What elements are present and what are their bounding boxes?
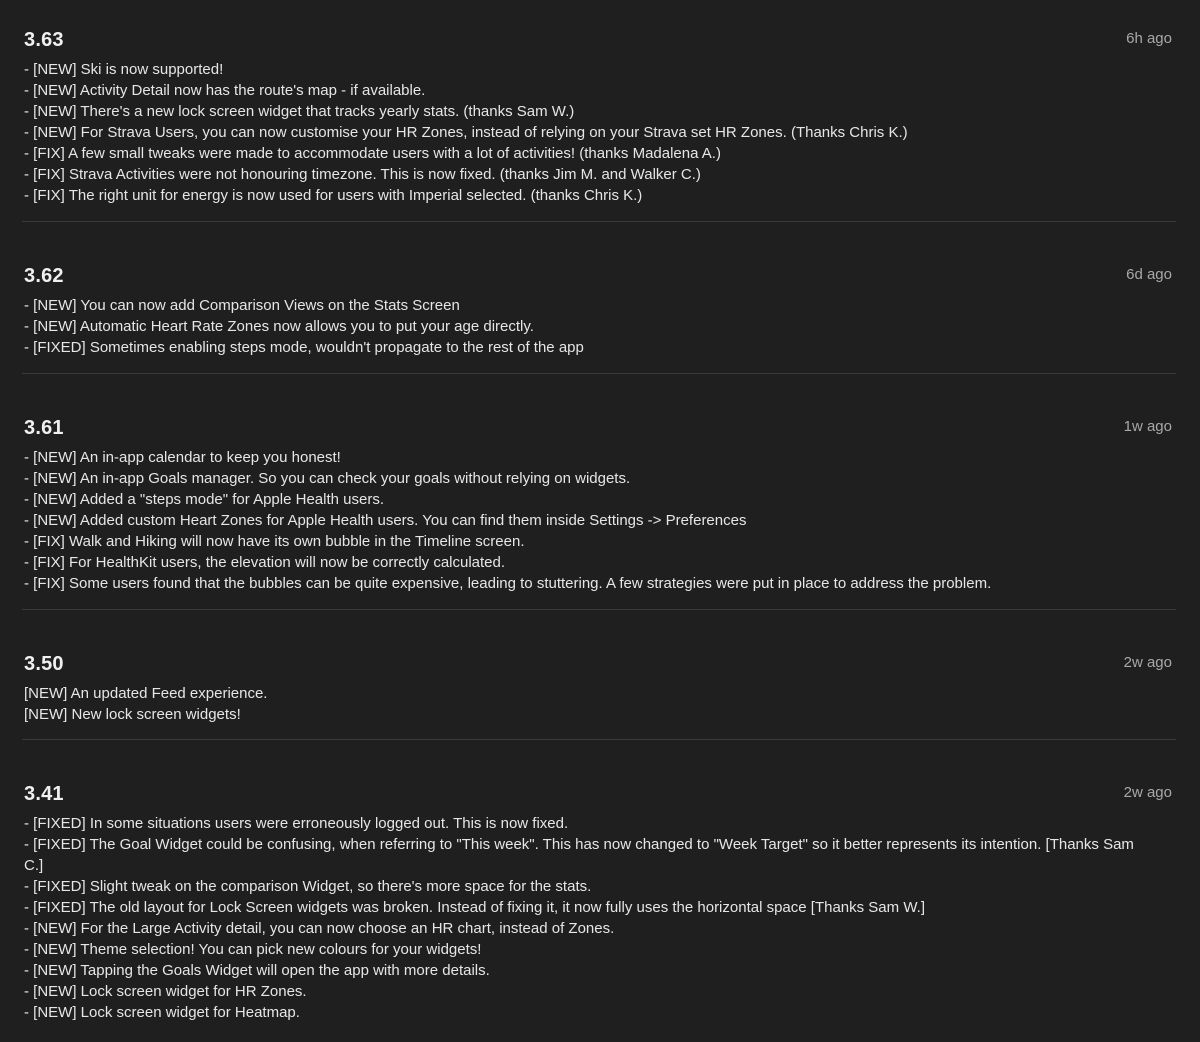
release-notes-list — [24, 59, 1176, 206]
release-note: [NEW] An updated Feed experience. — [24, 685, 268, 702]
release-notes-list — [24, 813, 1176, 1023]
release-header — [22, 416, 1176, 440]
release-notes-list — [24, 683, 1176, 725]
release-notes-feed — [22, 0, 1176, 1023]
release-time-ago: 6d ago — [1126, 266, 1172, 283]
release-time-ago: 2w ago — [1123, 784, 1172, 801]
release-note: - [FIXED] The old layout for Lock Screen widgets was broken. Instead of fixing it, it now fully uses the horizontal space [Thanks Sam W.] — [24, 899, 925, 916]
release-note: - [FIX] Walk and Hiking will now have its own bubble in the Timeline screen. — [24, 533, 525, 550]
release-note: - [FIXED] In some situations users were erroneously logged out. This is now fixed. — [24, 815, 569, 832]
release-note: - [FIX] Some users found that the bubbles can be quite expensive, leading to stuttering. A few strategies were put in place to address the problem. — [24, 575, 992, 592]
release-note: - [NEW] Ski is now supported! — [24, 61, 224, 78]
release-entry — [22, 610, 1176, 740]
release-entry — [22, 222, 1176, 374]
release-time-ago: 6h ago — [1126, 30, 1172, 47]
release-note: - [FIX] For HealthKit users, the elevation will now be correctly calculated. — [24, 554, 506, 571]
release-note: - [NEW] Tapping the Goals Widget will open the app with more details. — [24, 962, 490, 979]
release-note: - [NEW] Added a "steps mode" for Apple Health users. — [24, 491, 384, 508]
release-notes-list — [24, 295, 1176, 358]
release-note: - [NEW] Activity Detail now has the route's map - if available. — [24, 82, 426, 99]
release-note: [NEW] New lock screen widgets! — [24, 706, 241, 723]
release-version: 3.41 — [24, 783, 64, 805]
release-note: - [NEW] An in-app Goals manager. So you can check your goals without relying on widgets. — [24, 470, 631, 487]
release-note: - [NEW] Lock screen widget for HR Zones. — [24, 983, 307, 1000]
release-note: - [NEW] Lock screen widget for Heatmap. — [24, 1004, 300, 1021]
release-version: 3.62 — [24, 265, 64, 287]
release-note: - [FIXED] The Goal Widget could be confusing, when referring to "This week". This has now changed to "Week Target" so it better represents its intention. [Thanks Sam C.] — [24, 836, 1134, 874]
release-version: 3.61 — [24, 417, 64, 439]
release-entry — [22, 740, 1176, 1023]
release-note: - [FIXED] Sometimes enabling steps mode, wouldn't propagate to the rest of the app — [24, 339, 584, 356]
release-time-ago: 2w ago — [1123, 654, 1172, 671]
release-version: 3.50 — [24, 653, 64, 675]
release-note: - [NEW] For Strava Users, you can now customise your HR Zones, instead of relying on your Strava set HR Zones. (Thanks Chris K.) — [24, 124, 908, 141]
release-header — [22, 652, 1176, 676]
release-entry — [22, 374, 1176, 610]
release-header — [22, 264, 1176, 288]
release-note: - [NEW] An in-app calendar to keep you honest! — [24, 449, 341, 466]
release-note: - [NEW] Theme selection! You can pick new colours for your widgets! — [24, 941, 482, 958]
release-note: - [NEW] Added custom Heart Zones for Apple Health users. You can find them inside Settings -> Preferences — [24, 512, 747, 529]
release-header — [22, 28, 1176, 52]
release-entry — [22, 0, 1176, 222]
release-note: - [NEW] You can now add Comparison Views on the Stats Screen — [24, 297, 460, 314]
release-notes-list — [24, 447, 1176, 594]
release-note: - [FIX] The right unit for energy is now used for users with Imperial selected. (thanks Chris K.) — [24, 187, 643, 204]
release-time-ago: 1w ago — [1123, 418, 1172, 435]
release-note: - [NEW] There's a new lock screen widget that tracks yearly stats. (thanks Sam W.) — [24, 103, 575, 120]
release-version: 3.63 — [24, 29, 64, 51]
release-note: - [NEW] For the Large Activity detail, you can now choose an HR chart, instead of Zones. — [24, 920, 615, 937]
release-note: - [NEW] Automatic Heart Rate Zones now allows you to put your age directly. — [24, 318, 534, 335]
release-header — [22, 782, 1176, 806]
release-note: - [FIXED] Slight tweak on the comparison Widget, so there's more space for the stats. — [24, 878, 592, 895]
release-note: - [FIX] A few small tweaks were made to accommodate users with a lot of activities! (thanks Madalena A.) — [24, 145, 721, 162]
release-note: - [FIX] Strava Activities were not honouring timezone. This is now fixed. (thanks Jim M. and Walker C.) — [24, 166, 701, 183]
